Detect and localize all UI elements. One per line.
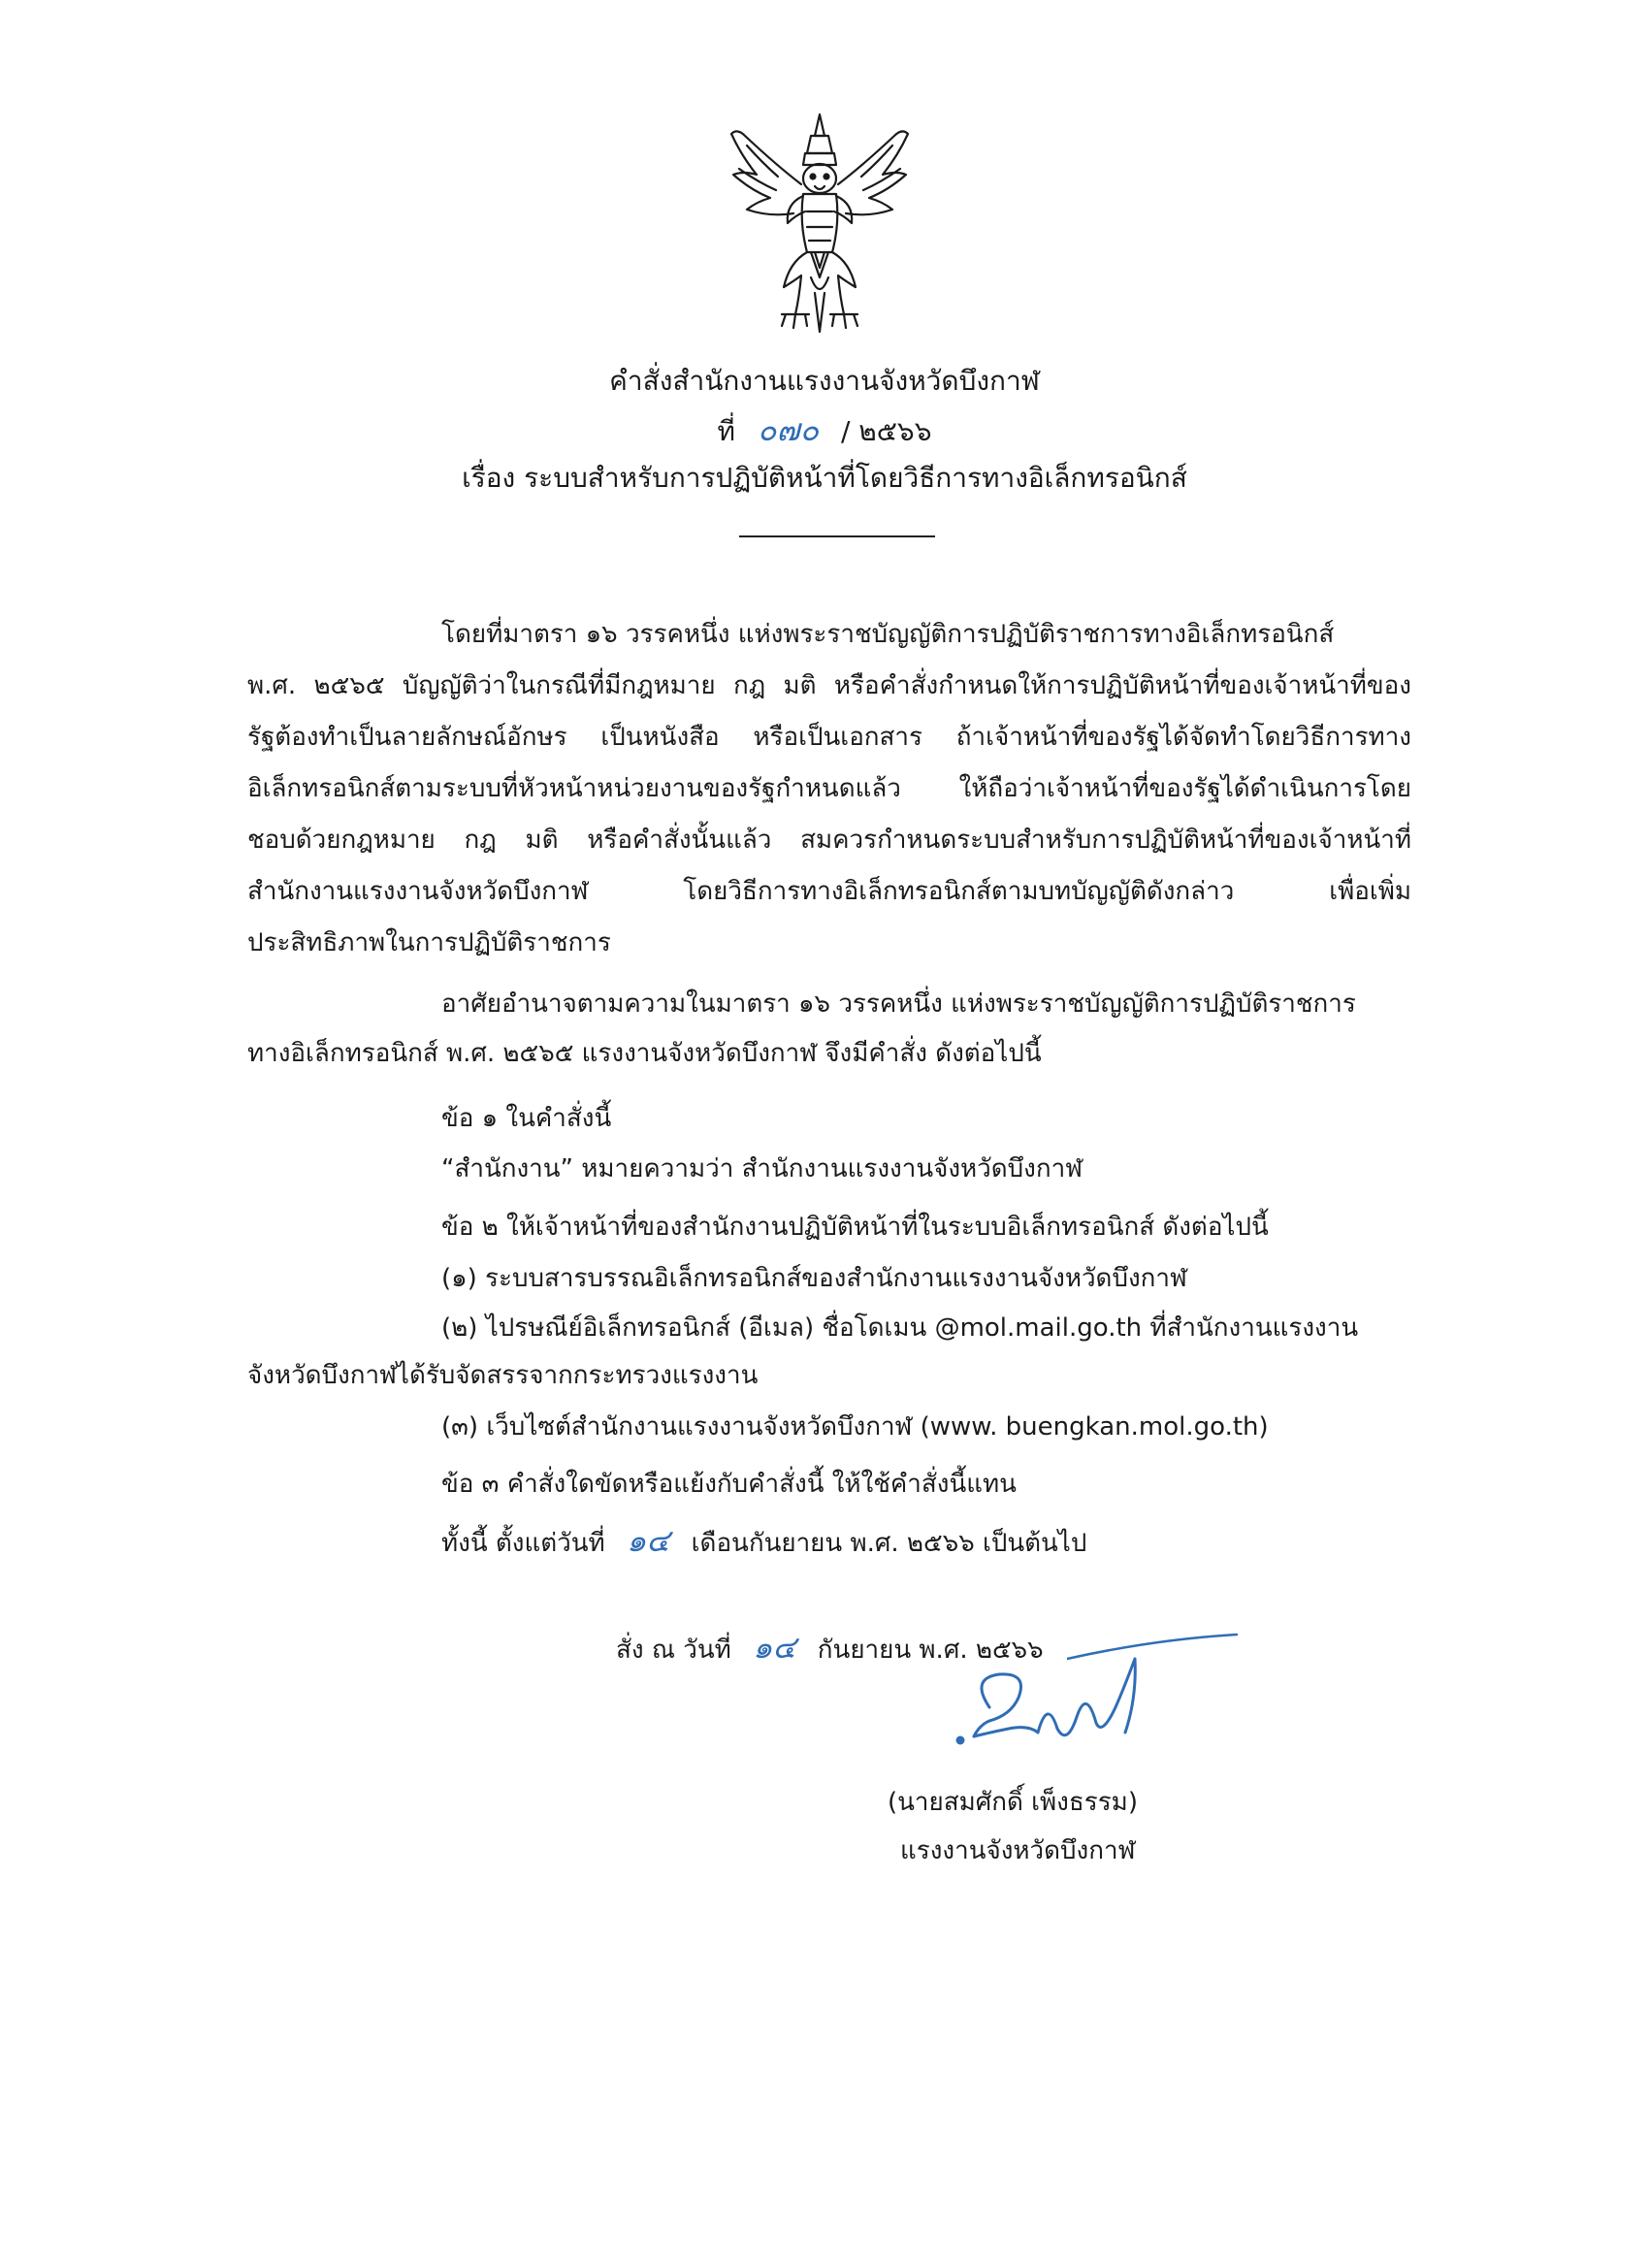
order-title bbox=[0, 357, 1649, 405]
effective-day-handwritten: ๑๔ bbox=[626, 1522, 670, 1559]
ordered-date-prefix: สั่ง ณ วันที่ bbox=[616, 1636, 731, 1665]
clause-1: ข้อ ๑ ในคำสั่งนี้ bbox=[441, 1104, 612, 1133]
paragraph-1-line: ประสิทธิภาพในการปฏิบัติราชการ bbox=[247, 928, 611, 957]
effective-date-prefix: ทั้งนี้ ตั้งแต่วันที่ bbox=[441, 1529, 605, 1558]
ordered-date-suffix: กันยายน พ.ศ. ๒๕๖๖ bbox=[817, 1636, 1044, 1665]
title-divider bbox=[739, 535, 935, 537]
garuda-emblem-icon bbox=[718, 107, 922, 340]
paragraph-1-line: อิเล็กทรอนิกส์ตามระบบที่หัวหน้าหน่วยงานของรัฐกำหนดแล้ว ให้ถือว่าเจ้าหน้าที่ของรัฐได้ดำเนินการโดย bbox=[247, 774, 1411, 803]
paragraph-1-line: พ.ศ. ๒๕๖๕ บัญญัติว่าในกรณีที่มีกฎหมาย กฎ มติ หรือคำสั่งกำหนดให้การปฏิบัติหน้าที่ของเจ้าหน้าที่ของ bbox=[247, 671, 1411, 700]
effective-date-suffix: เดือนกันยายน พ.ศ. ๒๕๖๖ เป็นต้นไป bbox=[691, 1529, 1087, 1558]
clause-3: ข้อ ๓ คำสั่งใดขัดหรือแย้งกับคำสั่งนี้ ให้ใช้คำสั่งนี้แทน bbox=[441, 1470, 1017, 1499]
clause-1-definition: “สำนักงาน” หมายความว่า สำนักงานแรงงานจังหวัดบึงกาฬ bbox=[441, 1154, 1083, 1183]
clause-2-item-3: (๓) เว็บไซต์สำนักงานแรงงานจังหวัดบึงกาฬ (www. buengkan.mol.go.th) bbox=[441, 1412, 1269, 1442]
paragraph-1-line: รัฐต้องทำเป็นลายลักษณ์อักษร เป็นหนังสือ หรือเป็นเอกสาร ถ้าเจ้าหน้าที่ของรัฐได้จัดทำโดยวิธีการทาง bbox=[247, 723, 1411, 752]
clause-2-item-2: (๒) ไปรษณีย์อิเล็กทรอนิกส์ (อีเมล) ชื่อโดเมน @mol.mail.go.th ที่สำนักงานแรงงาน bbox=[441, 1313, 1359, 1343]
signer-name: (นายสมศักดิ์ เพ็งธรรม) bbox=[888, 1788, 1138, 1817]
order-number-value: ๐๗๐ bbox=[757, 411, 820, 448]
paragraph-1-line: โดยที่มาตรา ๑๖ วรรคหนึ่ง แห่งพระราชบัญญัติการปฏิบัติราชการทางอิเล็กทรอนิกส์ bbox=[441, 620, 1335, 649]
order-number bbox=[0, 405, 1649, 456]
ordered-day-handwritten: ๑๔ bbox=[753, 1629, 796, 1666]
paragraph-1-line: สำนักงานแรงงานจังหวัดบึงกาฬ โดยวิธีการทางอิเล็กทรอนิกส์ตามบทบัญญัติดังกล่าว เพื่อเพิ่ม bbox=[247, 877, 1411, 906]
paragraph-2-line: อาศัยอำนาจตามความในมาตรา ๑๖ วรรคหนึ่ง แห่งพระราชบัญญัติการปฏิบัติราชการ bbox=[441, 989, 1356, 1019]
order-number-suffix: / ๒๕๖๖ bbox=[840, 415, 932, 447]
signer-position: แรงงานจังหวัดบึงกาฬ bbox=[900, 1836, 1136, 1865]
paragraph-1-line: ชอบด้วยกฎหมาย กฎ มติ หรือคำสั่งนั้นแล้ว สมควรกำหนดระบบสำหรับการปฏิบัติหน้าที่ของเจ้าหน้าที่ bbox=[247, 826, 1411, 855]
order-subject-text: เรื่อง ระบบสำหรับการปฏิบัติหน้าที่โดยวิธีการทางอิเล็กทรอนิกส์ bbox=[462, 462, 1187, 494]
order-title-text: คำสั่งสำนักงานแรงงานจังหวัดบึงกาฬ bbox=[609, 365, 1040, 397]
signature-icon bbox=[931, 1639, 1280, 1775]
effective-date bbox=[441, 1521, 1086, 1563]
order-subject bbox=[0, 454, 1649, 502]
order-number-prefix: ที่ bbox=[717, 415, 735, 447]
clause-2-item-2-cont: จังหวัดบึงกาฬได้รับจัดสรรจากกระทรวงแรงงาน bbox=[247, 1361, 759, 1390]
paragraph-2-line: ทางอิเล็กทรอนิกส์ พ.ศ. ๒๕๖๕ แรงงานจังหวัดบึงกาฬ จึงมีคำสั่ง ดังต่อไปนี้ bbox=[247, 1039, 1042, 1068]
clause-2: ข้อ ๒ ให้เจ้าหน้าที่ของสำนักงานปฏิบัติหน้าที่ในระบบอิเล็กทรอนิกส์ ดังต่อไปนี้ bbox=[441, 1213, 1269, 1242]
clause-2-item-1: (๑) ระบบสารบรรณอิเล็กทรอนิกส์ของสำนักงานแรงงานจังหวัดบึงกาฬ bbox=[441, 1264, 1187, 1293]
